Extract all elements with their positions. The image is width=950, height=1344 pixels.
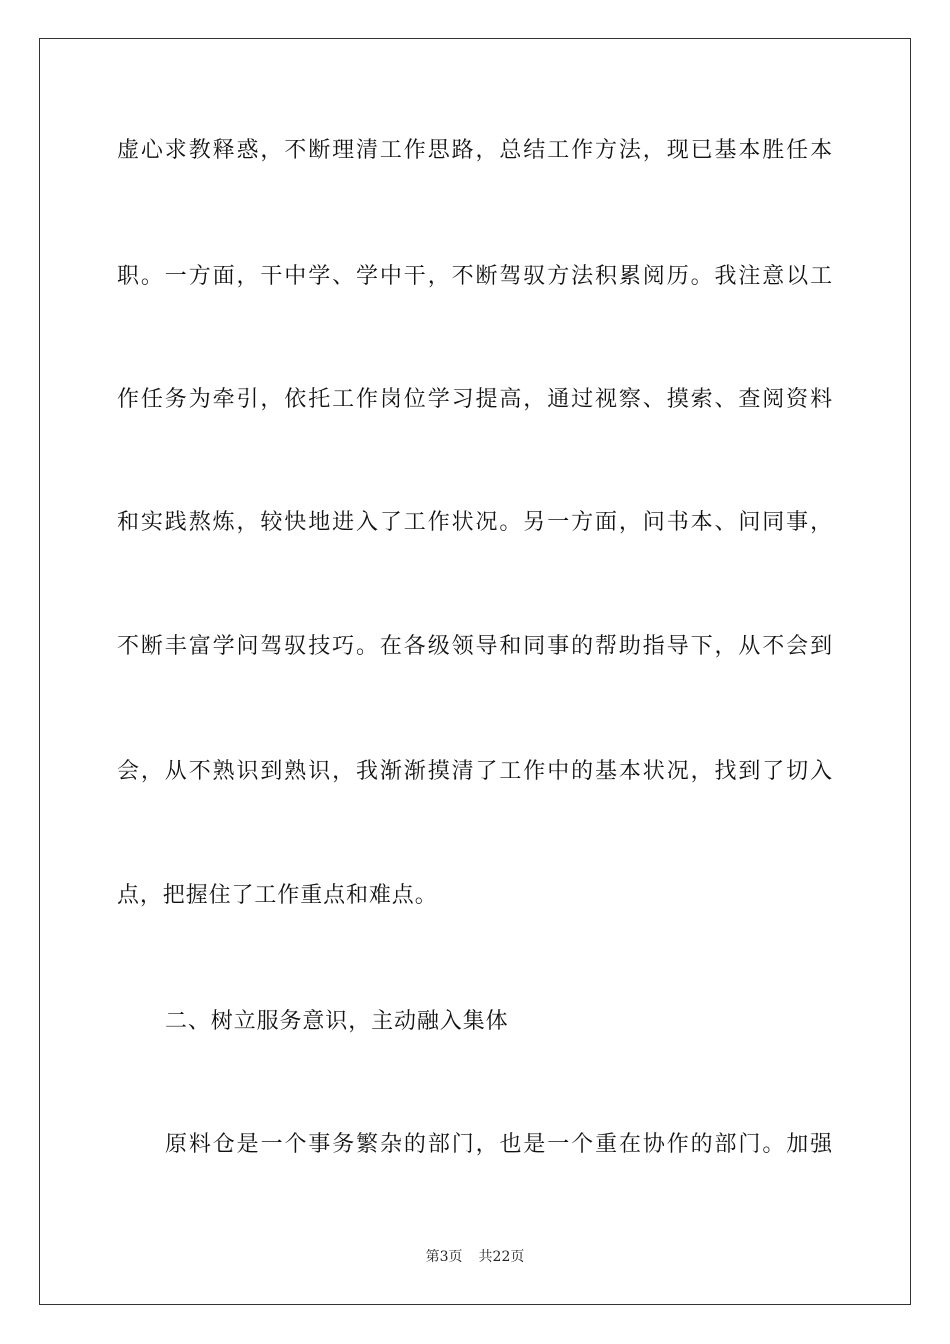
page-border (39, 38, 911, 1305)
body-text-line: 作任务为牵引，依托工作岗位学习提高，通过视察、摸索、查阅资料 (117, 387, 833, 412)
body-text-line: 会，从不熟识到熟识，我渐渐摸清了工作中的基本状况，找到了切入 (117, 759, 833, 784)
body-text-line: 和实践熬炼，较快地进入了工作状况。另一方面，问书本、问同事， (117, 510, 833, 535)
body-text-line: 点，把握住了工作重点和难点。 (117, 883, 438, 908)
body-text-line: 不断丰富学问驾驭技巧。在各级领导和同事的帮助指导下，从不会到 (117, 634, 833, 659)
page-number: 第3页 (425, 1249, 463, 1265)
section-heading: 二、树立服务意识，主动融入集体 (165, 1009, 509, 1034)
paragraph-first-line: 原料仓是一个事务繁杂的部门，也是一个重在协作的部门。加强 (165, 1132, 833, 1157)
body-text-line: 虚心求教释惑，不断理清工作思路，总结工作方法，现已基本胜任本 (117, 138, 833, 163)
page-footer (0, 1248, 950, 1266)
total-pages: 共22页 (478, 1249, 525, 1265)
body-text-line: 职。一方面，干中学、学中干，不断驾驭方法积累阅历。我注意以工 (117, 264, 833, 289)
